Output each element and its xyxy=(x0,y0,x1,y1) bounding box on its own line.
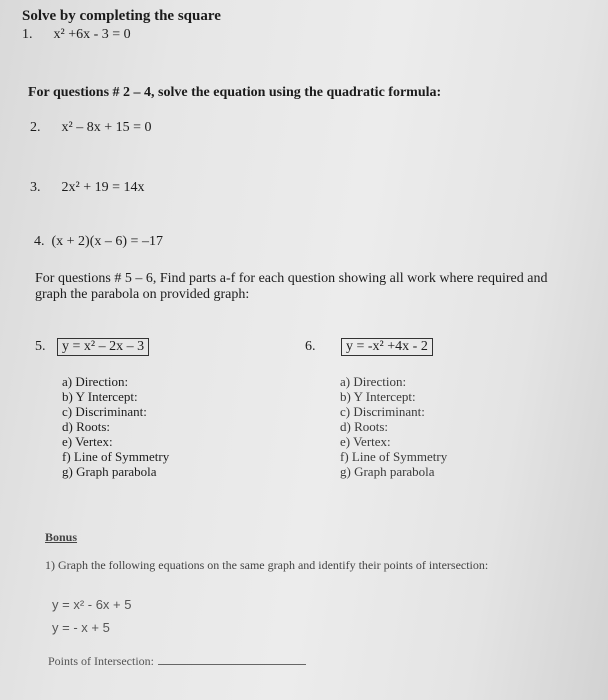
question-2 xyxy=(30,120,152,136)
instruction-quadratic-formula: For questions # 2 – 4, solve the equation using the quadratic formula: xyxy=(28,85,442,100)
part-item: d) Roots: xyxy=(340,419,389,434)
part-item: a) Direction: xyxy=(62,374,129,389)
instruction-line: For questions # 5 – 6, Find parts a-f for each question showing all work where required and xyxy=(35,271,548,286)
part-item: a) Direction: xyxy=(340,374,407,389)
boxed-equation: y = -x² +4x - 2 xyxy=(341,338,433,356)
question-equation: 2x² + 19 = 14x xyxy=(61,180,145,195)
bonus-heading: Bonus xyxy=(45,530,78,544)
question-number: 6. xyxy=(305,339,316,354)
question-number: 3. xyxy=(30,180,41,195)
bonus-question: 1) Graph the following equations on the same graph and identify their points of intersection: xyxy=(45,558,489,572)
bonus-equation-1: y = x² - 6x + 5 xyxy=(52,597,132,612)
part-item: b) Y Intercept: xyxy=(340,389,416,404)
question-1 xyxy=(22,27,131,43)
instruction-line: graph the parabola on provided graph: xyxy=(35,287,250,302)
poi-label: Points of Intersection: xyxy=(48,654,154,668)
part-item: f) Line of Symmetry xyxy=(340,449,448,464)
question-equation: x² +6x - 3 = 0 xyxy=(53,27,131,42)
part-item: d) Roots: xyxy=(62,419,111,434)
instruction-parabola xyxy=(35,271,547,303)
points-of-intersection xyxy=(48,653,306,669)
question-3 xyxy=(30,180,145,196)
question-equation: (x + 2)(x – 6) = –17 xyxy=(51,234,163,249)
question-equation: x² – 8x + 15 = 0 xyxy=(61,120,152,135)
part-item: e) Vertex: xyxy=(340,434,391,449)
part-item: f) Line of Symmetry xyxy=(62,449,170,464)
part-item: c) Discriminant: xyxy=(340,404,425,419)
question-5 xyxy=(35,338,149,356)
question-4 xyxy=(34,234,163,250)
question-number: 5. xyxy=(35,339,46,354)
question-6-parts xyxy=(340,374,447,479)
question-5-parts xyxy=(62,374,169,479)
answer-blank-line xyxy=(158,653,306,665)
question-6 xyxy=(305,338,433,356)
question-number: 2. xyxy=(30,120,41,135)
question-number: 1. xyxy=(22,27,33,42)
part-item: g) Graph parabola xyxy=(62,464,157,479)
page-title: Solve by completing the square xyxy=(22,8,221,24)
part-item: b) Y Intercept: xyxy=(62,389,138,404)
bonus-equation-2: y = - x + 5 xyxy=(52,620,110,635)
part-item: c) Discriminant: xyxy=(62,404,147,419)
part-item: g) Graph parabola xyxy=(340,464,435,479)
boxed-equation: y = x² – 2x – 3 xyxy=(57,338,149,356)
question-number: 4. xyxy=(34,234,45,249)
part-item: e) Vertex: xyxy=(62,434,113,449)
